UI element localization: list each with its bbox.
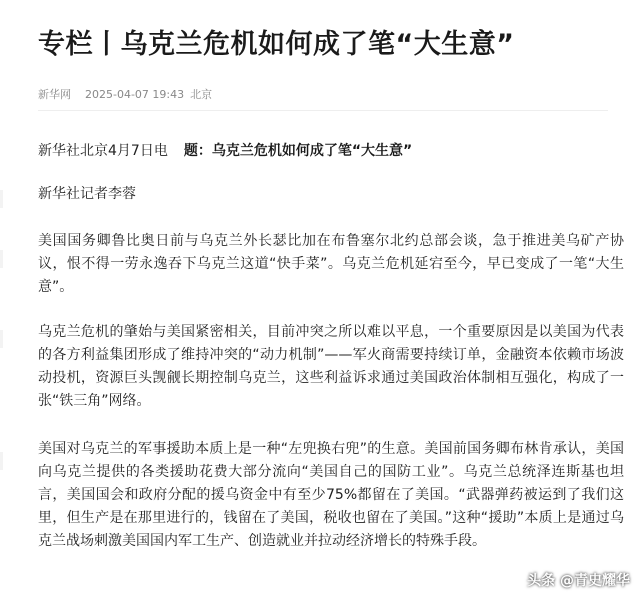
paragraph-1: 美国国务卿鲁比奥日前与乌克兰外长瑟比加在布鲁塞尔北约总部会谈，急于推进美乌矿产协议，恨不得一劳永逸吞下乌克兰这道“快手菜”。乌克兰危机延宕至今，早已变成了一笔“大生意”。 bbox=[38, 233, 624, 295]
side-mark bbox=[0, 452, 3, 470]
publish-location: 北京 bbox=[190, 88, 213, 101]
paragraph-2: 乌克兰危机的肇始与美国紧密相关，目前冲突之所以难以平息，一个重要原因是以美国为代表的各方利益集团形成了维持冲突的“动力机制”——军火商需要持续订单，金融资本依赖市场波动投机，资源巨头觊觎长期控制乌克兰，这些利益诉求通过美国政治体制相互强化，构成了一张“铁三角”网络。 bbox=[38, 324, 624, 409]
watermark: 头条 @青史耀华 bbox=[527, 573, 630, 589]
source-label[interactable]: 新华网 bbox=[38, 88, 71, 101]
article-meta bbox=[38, 86, 212, 102]
paragraph-3: 美国对乌克兰的军事援助本质上是一种“左兜换右兜”的生意。美国前国务卿布林肯承认，美国向乌克兰提供的各类援助花费大部分流向“美国自己的国防工业”。乌克兰总统泽连斯基也坦言，美国国会和政府分配的援乌资金中有至少75%都留在了美国。“武器弹药被运到了我们这里，但生产是在那里进行的，钱留在了美国，税收也留在了美国。”这种“援助”本质上是通过乌克兰战场刺激美国国内军工生产、创造就业并拉动经济增长的特殊手段。 bbox=[38, 441, 624, 549]
side-mark bbox=[0, 190, 3, 208]
side-mark bbox=[0, 330, 3, 348]
lead-title: 题：乌克兰危机如何成了笔“大生意” bbox=[183, 143, 413, 159]
dateline: 新华社北京4月7日电 bbox=[38, 143, 168, 159]
article-title: 专栏丨乌克兰危机如何成了笔“大生意” bbox=[38, 29, 515, 60]
side-mark bbox=[0, 250, 3, 268]
divider bbox=[38, 110, 608, 111]
publish-datetime: 2025-04-07 19:43 bbox=[85, 88, 185, 101]
byline: 新华社记者李蓉 bbox=[38, 186, 136, 202]
article-lead bbox=[38, 140, 412, 160]
